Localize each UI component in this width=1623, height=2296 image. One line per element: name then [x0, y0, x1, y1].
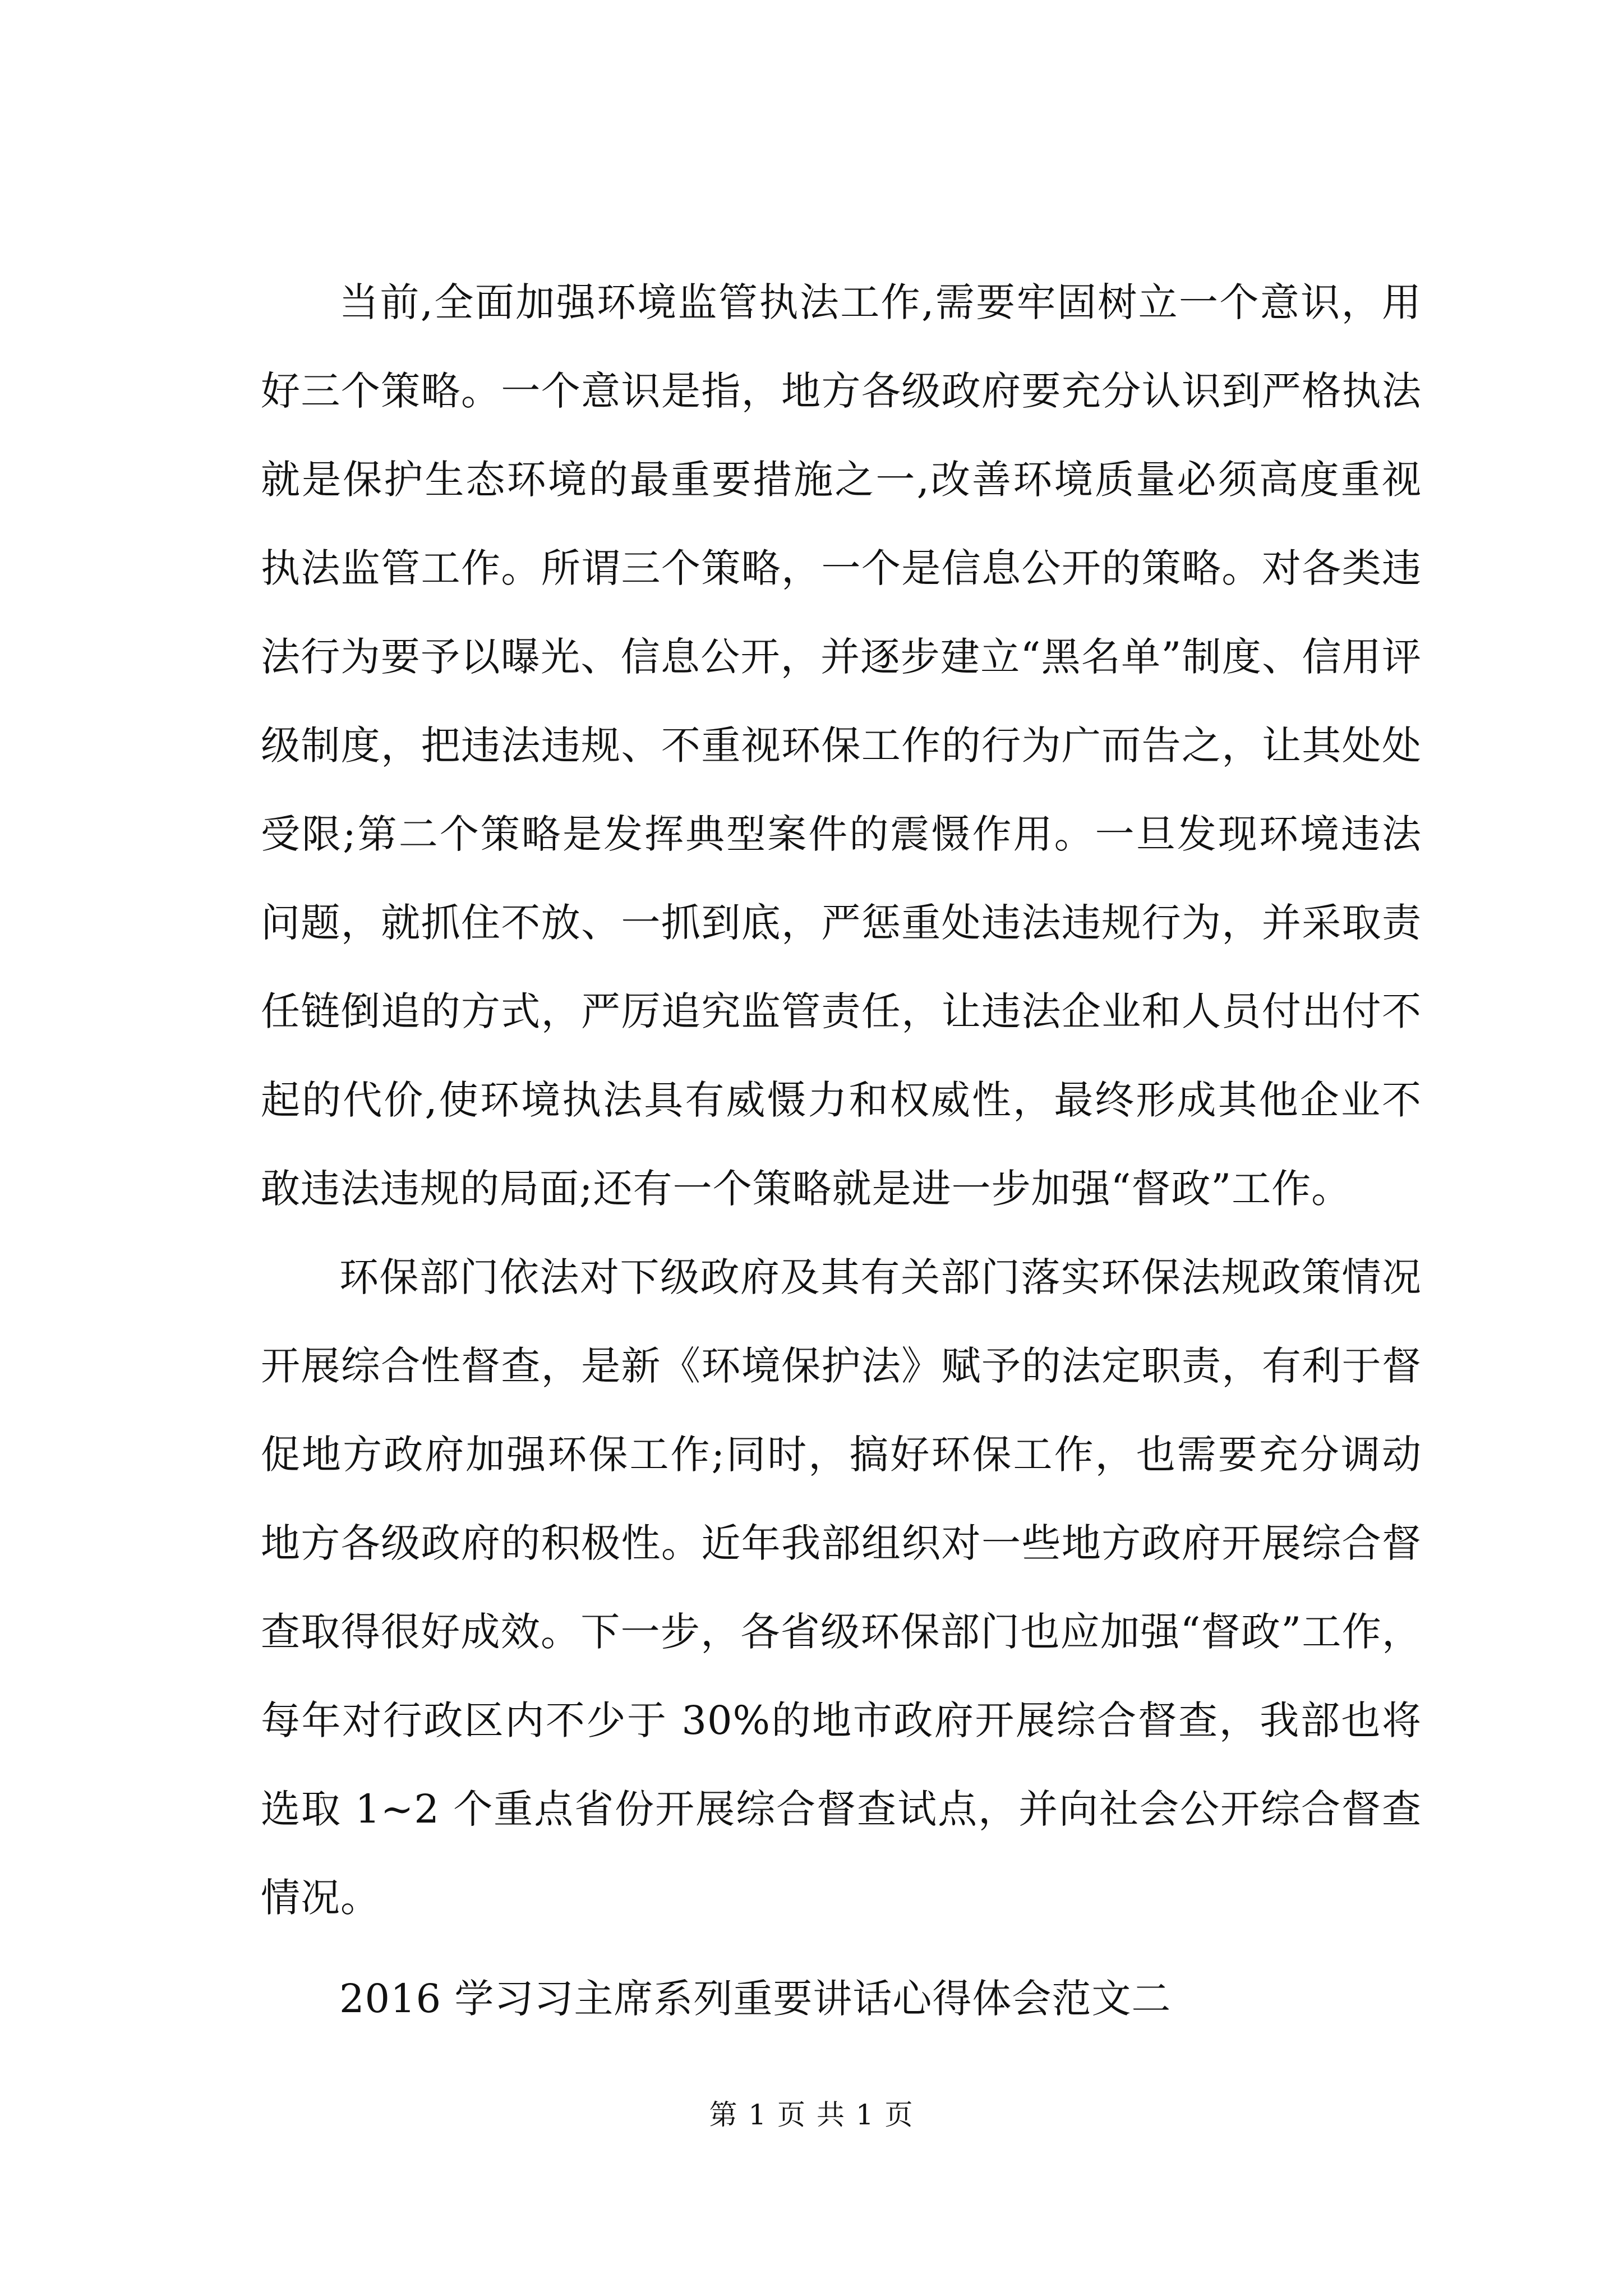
- section-heading: 2016 学习习主席系列重要讲话心得体会范文二: [339, 1976, 1172, 2022]
- paragraph-strategy: 当前,全面加强环境监管执法工作,需要牢固树立一个意识，用好三个策略。一个意识是指，地方各级政府要充分认识到严格执法就是保护生态环境的最重要措施之一,改善环境质量必须高度重视执法监管工作。所谓三个策略，一个是信息公开的策略。对各类违法行为要予以曝光、信息公开，并逐步建立“黑名单”制度、信用评级制度，把违法违规、不重视环保工作的行为广而告之，让其处处受限;第二个策略是发挥典型案件的震慑作用。一旦发现环境违法问题，就抓住不放、一抓到底，严惩重处违法违规行为，并采取责任链倒追的方式，严厉追究监管责任，让违法企业和人员付出付不起的代价,使环境执法具有威慑力和权威性，最终形成其他企业不敢违法违规的局面;还有一个策略就是进一步加强“督政”工作。: [261, 279, 1422, 1212]
- paragraph-supervision: 环保部门依法对下级政府及其有关部门落实环保法规政策情况开展综合性督查，是新《环境保护法》赋予的法定职责，有利于督促地方政府加强环保工作;同时，搞好环保工作，也需要充分调动地方各级政府的积极性。近年我部组织对一些地方政府开展综合督查取得很好成效。下一步，各省级环保部门也应加强“督政”工作，每年对行政区内不少于 30%的地市政府开展综合督查，我部也将选取 1~2 个重点省份开展综合督查试点，并向社会公开综合督查情况。: [261, 1254, 1422, 1921]
- page-footer: 第 1 页 共 1 页: [709, 2099, 914, 2131]
- document-body: [261, 258, 1422, 2043]
